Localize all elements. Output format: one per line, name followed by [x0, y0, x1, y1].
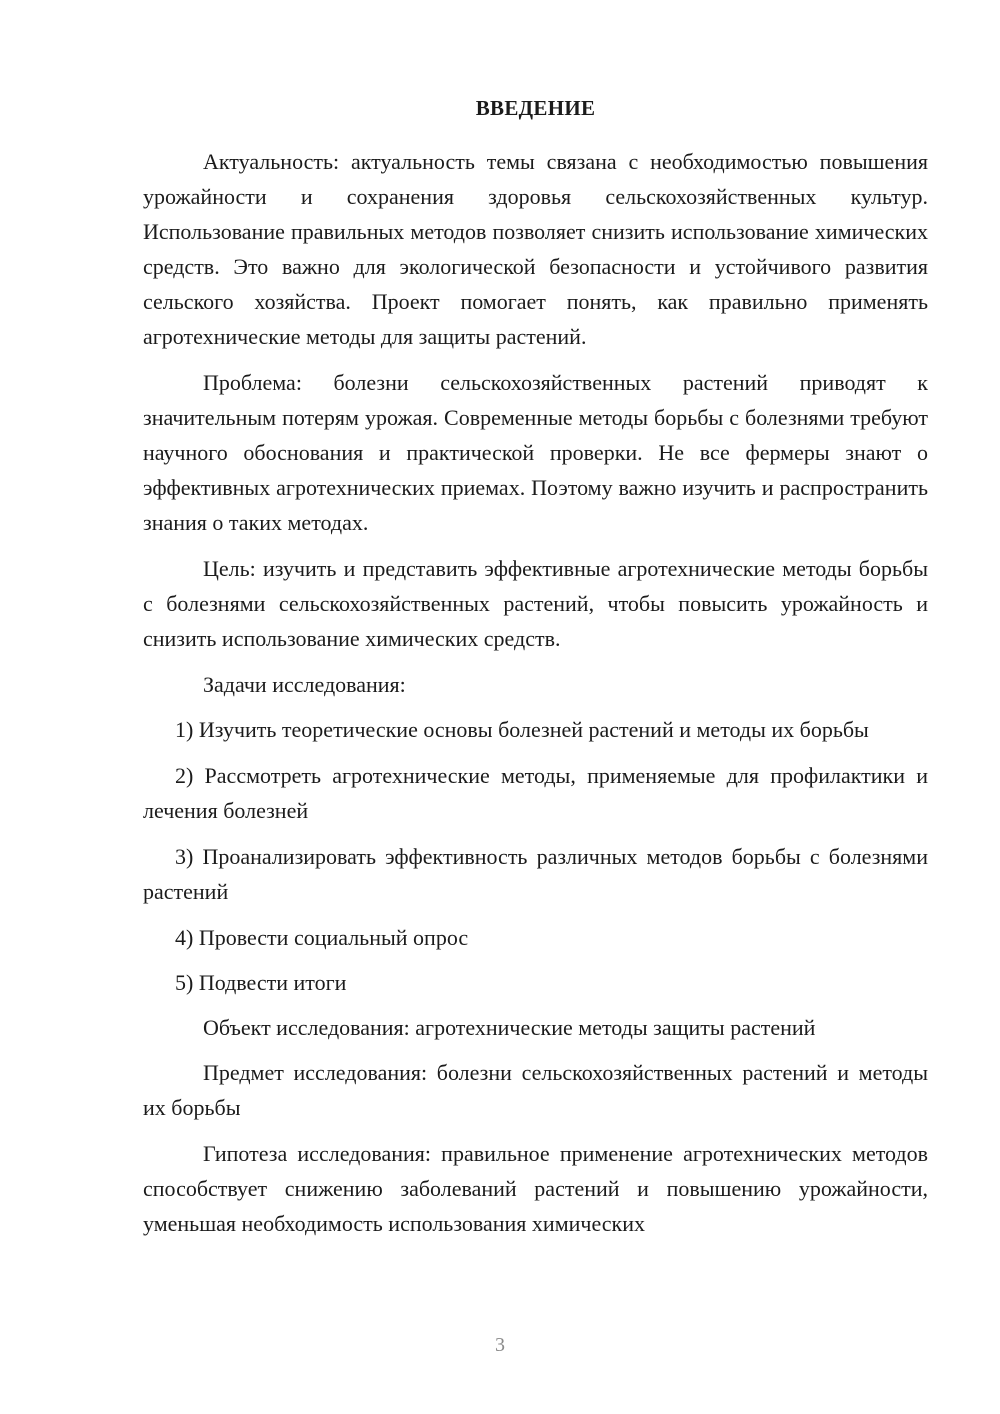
tasks-heading: Задачи исследования:: [203, 672, 406, 697]
paragraph-object: Объект исследования: агротехнические методы защиты растений: [203, 1015, 816, 1040]
paragraph-relevance: Актуальность: актуальность темы связана с необходимостью повышения урожайности и сохранения здоровья сельскохозяйственных культур. Использование правильных методов позволяет снизить использование химических средств. Это важно для экологической безопасности и устойчивого развития сельского хозяйства. Проект помогает понять, как правильно применять агротехнические методы для защиты растений.: [143, 149, 928, 349]
paragraph-hypothesis: Гипотеза исследования: правильное применение агротехнических методов способствует снижению заболеваний растений и повышению урожайности, уменьшая необходимость использования химических: [143, 1141, 928, 1236]
task-item: 5) Подвести итоги: [175, 970, 347, 995]
page-title: ВВЕДЕНИЕ: [475, 96, 596, 120]
paragraph-problem: Проблема: болезни сельскохозяйственных растений приводят к значительным потерям урожая. Современные методы борьбы с болезнями требуют научного обоснования и практической проверки. Не все фермеры знают о эффективных агротехнических приемах. Поэтому важно изучить и распространить знания о таких методах.: [143, 370, 928, 535]
paragraph-goal: Цель: изучить и представить эффективные агротехнические методы борьбы с болезнями сельскохозяйственных растений, чтобы повысить урожайность и снизить использование химических средств.: [143, 556, 928, 651]
task-item: 1) Изучить теоретические основы болезней растений и методы их борьбы: [175, 717, 869, 742]
paragraph-subject: Предмет исследования: болезни сельскохозяйственных растений и методы их борьбы: [143, 1060, 928, 1120]
task-item: 4) Провести социальный опрос: [175, 925, 469, 950]
task-item: 3) Проанализировать эффективность различных методов борьбы с болезнями растений: [143, 844, 928, 904]
task-item: 2) Рассмотреть агротехнические методы, применяемые для профилактики и лечения болезней: [143, 763, 928, 823]
page-number: 3: [495, 1334, 505, 1356]
page-content: [143, 92, 928, 1252]
